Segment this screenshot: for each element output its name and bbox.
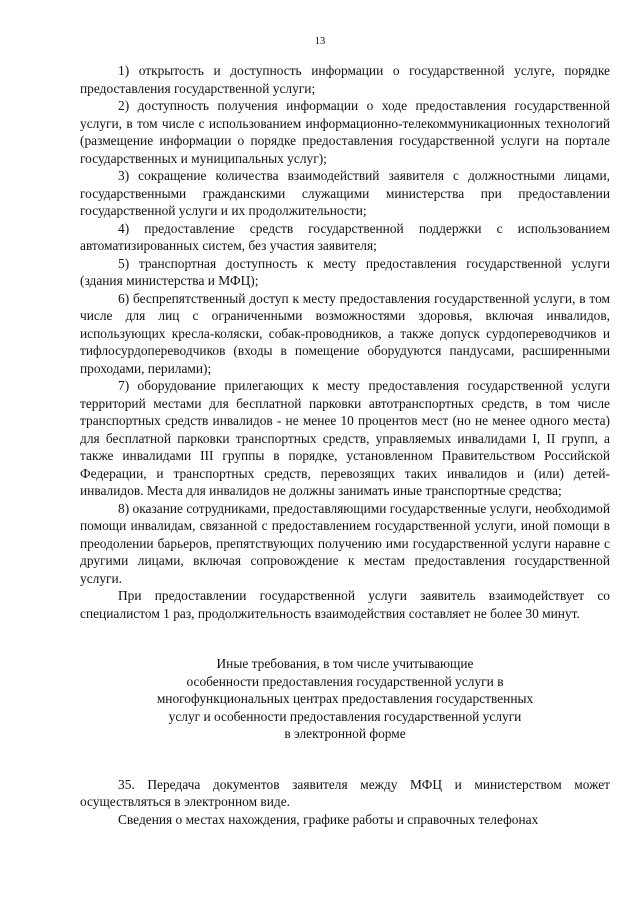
- paragraph-35: 35. Передача документов заявителя между МФЦ и министерством может осуществляться в электронном виде.: [80, 776, 610, 809]
- list-item-5: 5) транспортная доступность к месту предоставления государственной услуги (здания министерства и МФЦ);: [80, 255, 610, 288]
- last-paragraph: Сведения о местах нахождения, графике работы и справочных телефонах: [118, 811, 539, 827]
- list-item-1: 1) открытость и доступность информации о государственной услуге, порядке предоставления государственной услуги;: [80, 63, 610, 96]
- section-heading-line: особенности предоставления государственной услуги в: [186, 673, 504, 689]
- list-item-6: 6) беспрепятственный доступ к месту предоставления государственной услуги, в том числе для лиц с ограниченными возможностями здоровья, включая инвалидов, использующих кресла-коляски, собак-проводников, а также допуск сурдопереводчиков и тифлосурдопереводчиков (входы в помещение оборудуются пандусами, расширенными проходами, перилами);: [80, 290, 610, 376]
- document-body: [80, 62, 610, 828]
- list-item-4: 4) предоставление средств государственной поддержки с использованием автоматизированных систем, без участия заявителя;: [80, 220, 610, 253]
- section-heading-line: Иные требования, в том числе учитывающие: [216, 656, 474, 671]
- section-heading-line: в электронной форме: [284, 726, 406, 741]
- section-heading-line: многофункциональных центрах предоставления государственных: [156, 691, 534, 706]
- list-item-7: 7) оборудование прилегающих к месту предоставления государственной услуги территорий местами для бесплатной парковки автотранспортных средств, в том числе транспортных средств инвалидов - не менее 10 процентов мест (но не менее одного места) для бесплатной парковки транспортных средств, управляемых инвалидами I, II групп, а также инвалидами III группы в порядке, установленном Правительством Российской Федерации, и транспортных средств, перевозящих таких инвалидов и (или) детей-инвалидов. Места для инвалидов не должны занимать иные транспортные средства;: [80, 378, 610, 498]
- list-item-2: 2) доступность получения информации о ходе предоставления государственной услуги, в том числе с использованием информационно-телекоммуникационных технологий (размещение информации о порядке предоставления государственной услуги на портале государственных и муниципальных услуг);: [80, 98, 610, 166]
- section-heading: [80, 655, 610, 743]
- page-number: 13: [314, 36, 326, 47]
- section-heading-line: услуг и особенности предоставления государственной услуги: [168, 708, 522, 724]
- list-item-8: 8) оказание сотрудниками, предоставляющими государственные услуги, необходимой помощи инвалидам, связанной с предоставлением государственной услуги, иной помощи в преодолении барьеров, препятствующих получению ими государственной услуги наравне с другими лицами, включая сопровождение к местам предоставления государственной услуги.: [80, 500, 610, 586]
- list-item-3: 3) сокращение количества взаимодействий заявителя с должностными лицами, государственными гражданскими служащими министерства при предоставлении государственной услуги и их продолжительности;: [80, 168, 610, 218]
- interaction-paragraph: При предоставлении государственной услуги заявитель взаимодействует со специалистом 1 раз, продолжительность взаимодействия составляет не более 30 минут.: [80, 588, 610, 621]
